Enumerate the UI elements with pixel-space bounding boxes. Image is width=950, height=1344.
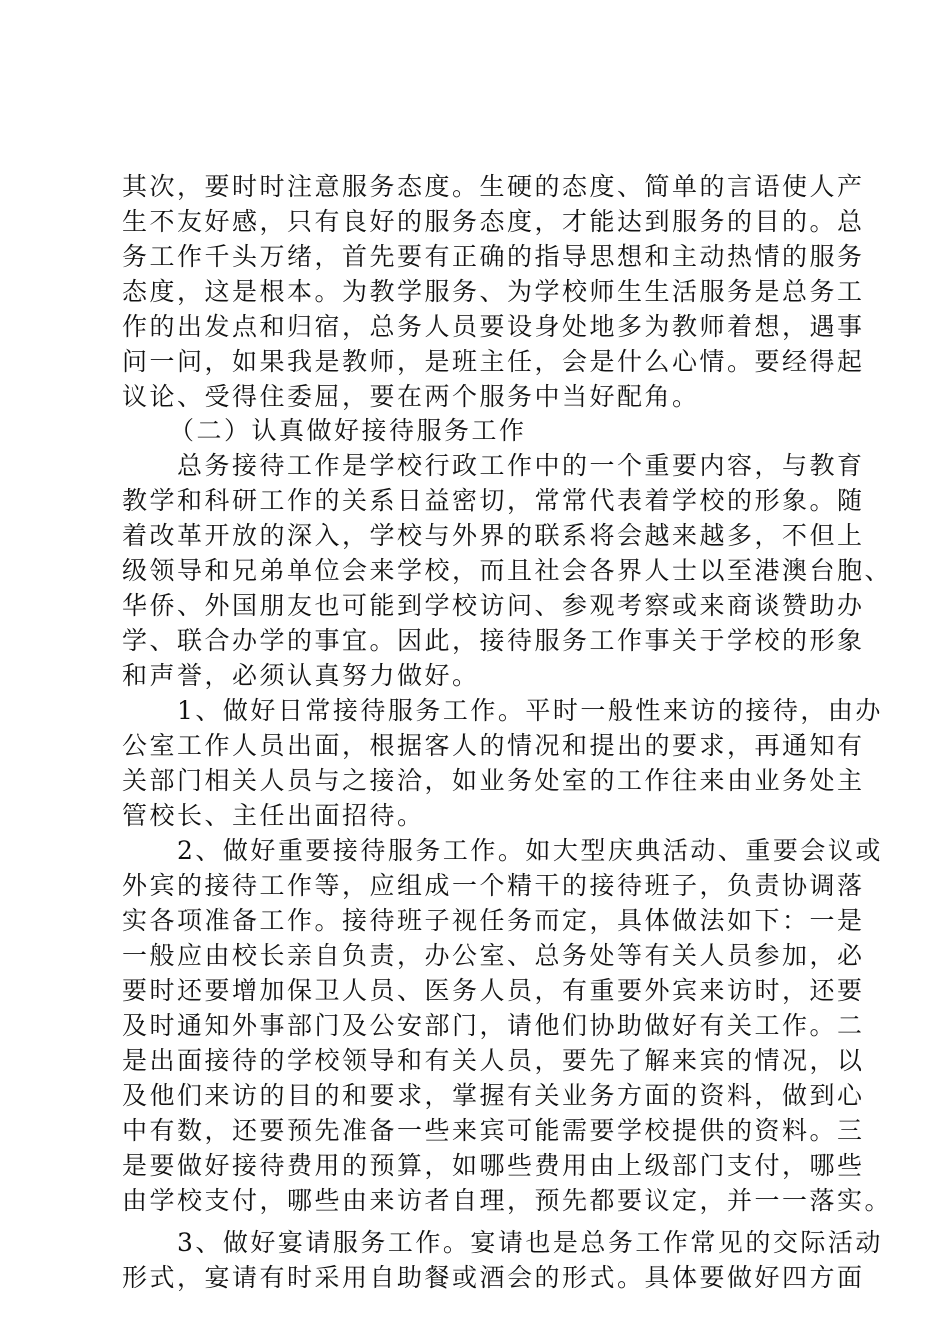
text-line: 华侨、外国朋友也可能到学校访问、参观考察或来商谈赞助办 [122,591,865,620]
text-line: 由学校支付，哪些由来访者自理，预先都要议定，并一一落实。 [122,1186,893,1215]
text-line: 是出面接待的学校领导和有关人员，要先了解来宾的情况，以 [122,1046,865,1075]
text-line: 一般应由校长亲自负责，办公室、总务处等有关人员参加，必 [122,941,865,970]
text-line: 中有数，还要预先准备一些来宾可能需要学校提供的资料。三 [122,1116,865,1145]
text-line: 务工作千头万绪，首先要有正确的指导思想和主动热情的服务 [122,242,865,271]
text-line: 公室工作人员出面，根据客人的情况和提出的要求，再通知有 [122,731,865,760]
section-heading: （二）认真做好接待服务工作 [169,416,527,445]
text-line: 问一问，如果我是教师，是班主任，会是什么心情。要经得起 [122,347,865,376]
text-line: 1、做好日常接待服务工作。平时一般性来访的接待，由办 [177,696,883,725]
text-line: 作的出发点和归宿，总务人员要设身处地多为教师着想，遇事 [122,312,865,341]
text-line: 学、联合办学的事宜。因此，接待服务工作事关于学校的形象 [122,626,865,655]
text-line: 形式，宴请有时采用自助餐或酒会的形式。具体要做好四方面 [122,1263,865,1292]
text-line: 生不友好感，只有良好的服务态度，才能达到服务的目的。总 [122,207,865,236]
text-line: 外宾的接待工作等，应组成一个精干的接待班子，负责协调落 [122,871,865,900]
text-line: 及他们来访的目的和要求，掌握有关业务方面的资料，做到心 [122,1081,865,1110]
text-line: 要时还要增加保卫人员、医务人员，有重要外宾来访时，还要 [122,976,865,1005]
text-line: 及时通知外事部门及公安部门，请他们协助做好有关工作。二 [122,1011,865,1040]
text-line: 2、做好重要接待服务工作。如大型庆典活动、重要会议或 [177,836,883,865]
text-line: 是要做好接待费用的预算，如哪些费用由上级部门支付，哪些 [122,1151,865,1180]
text-line: 态度，这是根本。为教学服务、为学校师生生活服务是总务工 [122,277,865,306]
text-line: 总务接待工作是学校行政工作中的一个重要内容，与教育 [177,451,865,480]
text-line: 其次，要时时注意服务态度。生硬的态度、简单的言语使人产 [122,172,865,201]
text-line: 议论、受得住委屈，要在两个服务中当好配角。 [122,382,700,411]
text-line: 着改革开放的深入，学校与外界的联系将会越来越多，不但上 [122,521,865,550]
text-line: 级领导和兄弟单位会来学校，而且社会各界人士以至港澳台胞、 [122,556,893,585]
text-line: 管校长、主任出面招待。 [122,801,425,830]
text-line: 和声誉，必须认真努力做好。 [122,661,480,690]
text-line: 3、做好宴请服务工作。宴请也是总务工作常见的交际活动 [177,1228,883,1257]
text-line: 教学和科研工作的关系日益密切，常常代表着学校的形象。随 [122,486,865,515]
text-line: 实各项准备工作。接待班子视任务而定，具体做法如下：一是 [122,906,865,935]
text-line: 关部门相关人员与之接洽，如业务处室的工作往来由业务处主 [122,766,865,795]
